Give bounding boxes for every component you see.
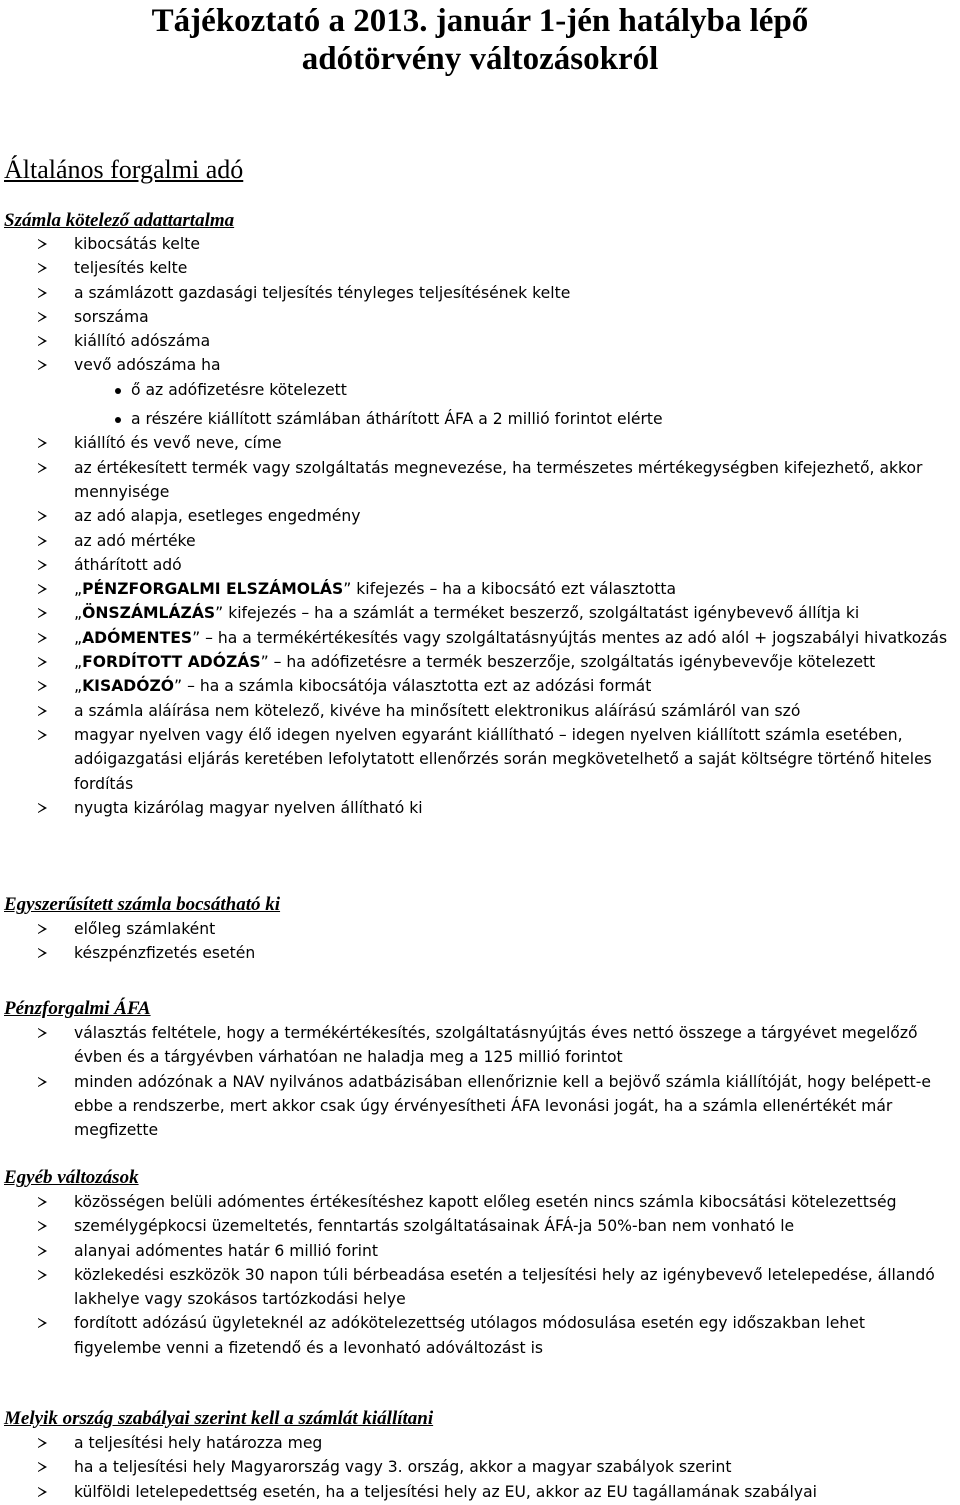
document-title	[0, 2, 960, 78]
list-item: közösségen belüli adómentes értékesítéshez kapott előleg esetén nincs számla kibocsátási kötelezettség	[0, 1190, 960, 1214]
list-item: előleg számlaként	[0, 917, 960, 941]
which-country-list	[0, 1431, 960, 1504]
list-item: az adó alapja, esetleges engedmény	[0, 504, 960, 528]
keyword-item-reverse-charge: „FORDÍTOTT ADÓZÁS” – ha adófizetésre a termék beszerzője, szolgáltatás igénybevevője kötelezett	[0, 650, 960, 674]
list-item: személygépkocsi üzemeltetés, fenntartás szolgáltatásainak ÁFÁ-ja 50%-ban nem vonható le	[0, 1214, 960, 1238]
list-item: kibocsátás kelte	[0, 232, 960, 256]
list-item: vevő adószáma ha	[0, 353, 960, 377]
keyword-item-cash-accounting: „PÉNZFORGALMI ELSZÁMOLÁS” kifejezés – ha a kibocsátó ezt választotta	[0, 577, 960, 601]
list-item: sorszáma	[0, 305, 960, 329]
keyword-item-tax-exempt: „ADÓMENTES” – ha a termékértékesítés vagy szolgáltatásnyújtás mentes az adó alól + jogszabályi hivatkozás	[0, 626, 960, 650]
list-item: áthárított adó	[0, 553, 960, 577]
list-item: az értékesített termék vagy szolgáltatás megnevezése, ha természetes mértékegységben kifejezhető, akkor mennyisége	[0, 456, 960, 505]
section-title-invoice-content: Számla kötelező adattartalma	[4, 210, 235, 231]
list-item: a számla aláírása nem kötelező, kivéve ha minősített elektronikus aláírású számláról van szó	[0, 699, 960, 723]
cash-vat-list	[0, 1021, 960, 1142]
keyword: FORDÍTOTT ADÓZÁS	[82, 653, 261, 672]
list-item: a teljesítési hely határozza meg	[0, 1431, 960, 1455]
keyword: PÉNZFORGALMI ELSZÁMOLÁS	[82, 580, 344, 599]
list-item: magyar nyelven vagy élő idegen nyelven egyaránt kiállítható – idegen nyelven kiállított számla esetében, adóigazgatási eljárás keretében lefolytatott ellenőrzés során megkövetelhető a saját költségre történő hiteles fordítás	[0, 723, 960, 796]
keyword-item-self-billing: „ÖNSZÁMLÁZÁS” kifejezés – ha a számlát a terméket beszerző, szolgáltatást igénybevevő állítja ki	[0, 601, 960, 625]
list-item: teljesítés kelte	[0, 256, 960, 280]
list-item: ha a teljesítési hely Magyarország vagy 3. ország, akkor a magyar szabályok szerint	[0, 1455, 960, 1479]
keyword: ÖNSZÁMLÁZÁS	[82, 604, 216, 623]
list-item: minden adózónak a NAV nyilvános adatbázisában ellenőriznie kell a bejövő számla kiállítóját, hogy belépett-e ebbe a rendszerbe, mert akkor csak úgy érvényesítheti ÁFA levonási jogát, ha a számla ellenértékét már megfizette	[0, 1070, 960, 1143]
other-changes-list	[0, 1190, 960, 1360]
title-line-2: adótörvény változásokról	[301, 41, 659, 77]
sub-list-item: ő az adófizetésre kötelezett	[0, 378, 960, 402]
list-item: fordított adózású ügyleteknél az adókötelezettség utólagos módosulása esetén egy időszakban lehet figyelembe venni a fizetendő és a levonható adóváltozást is	[0, 1311, 960, 1360]
section-title-other-changes: Egyéb változások	[4, 1167, 139, 1188]
section-title-simplified-invoice: Egyszerűsített számla bocsátható ki	[4, 894, 281, 915]
title-line-1: Tájékoztató a 2013. január 1-jén hatályba lépő	[151, 3, 809, 39]
list-item: kiállító adószáma	[0, 329, 960, 353]
list-item: a számlázott gazdasági teljesítés tényleges teljesítésének kelte	[0, 281, 960, 305]
section-title-which-country: Melyik ország szabályai szerint kell a számlát kiállítani	[4, 1408, 434, 1429]
list-item: választás feltétele, hogy a termékértékesítés, szolgáltatásnyújtás éves nettó összege a tárgyévet megelőző évben és a tárgyévben várhatóan ne haladja meg a 125 millió forintot	[0, 1021, 960, 1070]
list-item: alanyai adómentes határ 6 millió forint	[0, 1239, 960, 1263]
simplified-invoice-list	[0, 917, 960, 966]
main-heading: Általános forgalmi adó	[4, 155, 244, 184]
list-item: külföldi letelepedettség esetén, ha a teljesítési hely az EU, akkor az EU tagállamának szabályai	[0, 1480, 960, 1504]
invoice-content-list	[0, 232, 960, 820]
keyword: KISADÓZÓ	[82, 677, 175, 696]
list-item: közlekedési eszközök 30 napon túli bérbeadása esetén a teljesítési hely az igénybevevő letelepedése, állandó lakhelye vagy szokásos tartózkodási helye	[0, 1263, 960, 1312]
sub-list-item: a részére kiállított számlában áthárított ÁFA a 2 millió forintot elérte	[0, 407, 960, 431]
list-item: kiállító és vevő neve, címe	[0, 431, 960, 455]
keyword: ADÓMENTES	[82, 628, 193, 647]
list-item: készpénzfizetés esetén	[0, 941, 960, 965]
list-item: nyugta kizárólag magyar nyelven állítható ki	[0, 796, 960, 820]
section-title-cash-vat: Pénzforgalmi ÁFA	[4, 998, 151, 1019]
keyword-item-small-taxpayer: „KISADÓZÓ” – ha a számla kibocsátója választotta ezt az adózási formát	[0, 674, 960, 698]
list-item: az adó mértéke	[0, 529, 960, 553]
